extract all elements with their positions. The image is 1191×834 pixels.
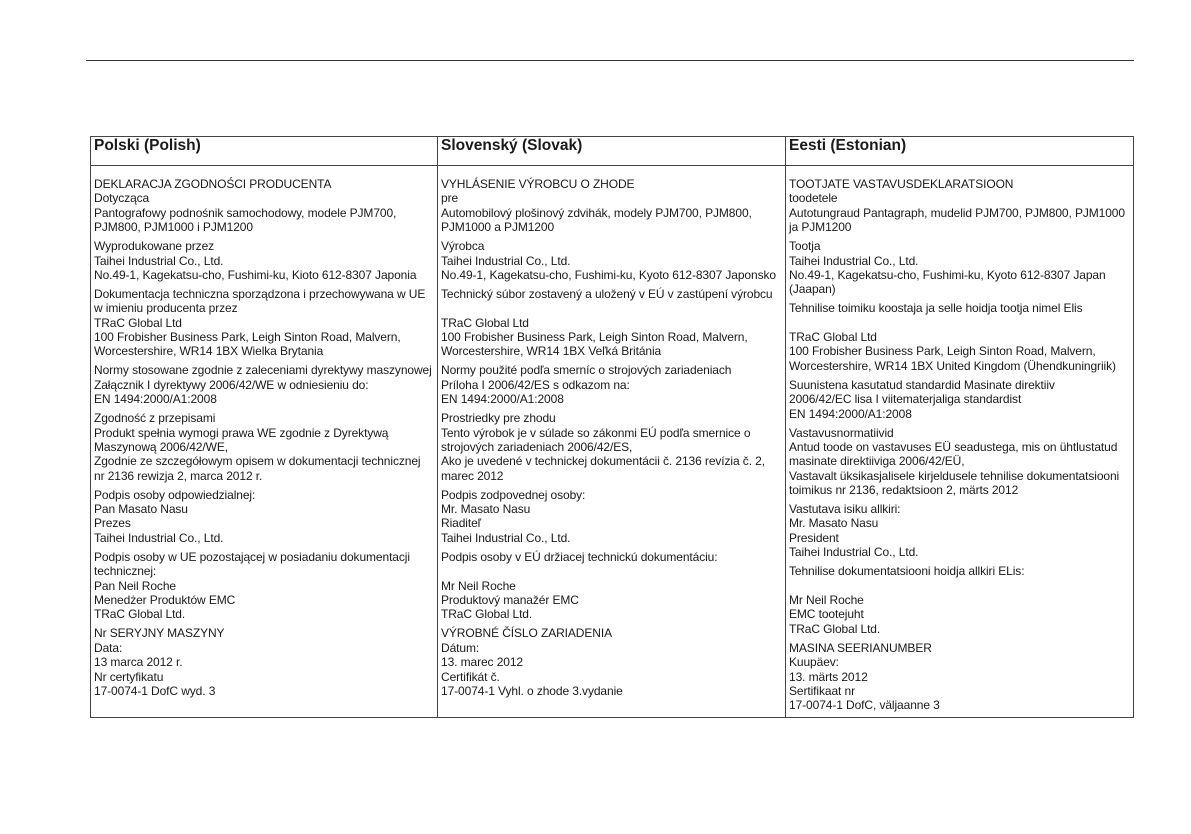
text-line: 100 Frobisher Business Park, Leigh Sinton Road, Malvern, <box>789 344 1096 359</box>
text-line: VYHLÁSENIE VÝROBCU O ZHODE <box>441 177 635 191</box>
text-line: VÝROBNÉ ČÍSLO ZARIADENIA <box>441 626 612 641</box>
text-line: 17-0074-1 DofC, väljaanne 3 <box>789 698 940 713</box>
text-line: Certifikát č. <box>441 669 500 684</box>
text-line: Sertifikaat nr <box>789 683 855 698</box>
text-line: Tootja <box>789 239 821 254</box>
text-line: toimikus nr 2136, redaktsioon 2, märts 2012 <box>789 483 1019 498</box>
text-line: toodetele <box>789 191 838 206</box>
text-line: Podpis zodpovednej osoby: <box>441 487 586 502</box>
text-line: No.49-1, Kagekatsu-cho, Fushimi-ku, Kyoto 612-8307 Japan <box>789 267 1106 282</box>
text-line: Vastavalt üksikasjalisele kirjeldusele tehnilise dokumentatsiooni <box>789 468 1120 483</box>
text-line: Riaditeľ <box>441 516 482 531</box>
text-line: Nr certyfikatu <box>94 669 164 684</box>
text-line: Príloha I 2006/42/ES s odkazom na: <box>441 377 630 392</box>
text-line: Maszynową 2006/42/WE, <box>94 439 228 454</box>
text-line: Autotungraud Pantagraph, mudelid PJM700, PJM800, PJM1000 <box>789 205 1125 220</box>
text-line: Zgodnie ze szczegółowym opisem w dokumentacji technicznej <box>94 454 421 469</box>
text-line: EN 1494:2000/A1:2008 <box>94 392 217 407</box>
text-line: Menedżer Produktów EMC <box>94 592 236 607</box>
text-line: Taihei Industrial Co., Ltd. <box>441 530 571 545</box>
text-line: strojových zariadeniach 2006/42/ES, <box>441 439 633 454</box>
text-line: Technický súbor zostavený a uložený v EÚ v zastúpení výrobcu <box>441 286 773 301</box>
column-header-estonian: Eesti (Estonian) <box>786 137 1134 166</box>
text-line <box>789 316 1130 330</box>
text-line: President <box>789 530 839 545</box>
body-row <box>91 166 1134 718</box>
text-line: Vastavusnormatiivid <box>789 425 894 440</box>
text-line: Podpis osoby v EÚ držiacej technickú dokumentáciu: <box>441 549 718 564</box>
text-line: 100 Frobisher Business Park, Leigh Sinton Road, Malvern, <box>94 330 401 345</box>
text-line: Mr Neil Roche <box>789 592 864 607</box>
text-line: 13. märts 2012 <box>789 669 868 684</box>
text-line: EN 1494:2000/A1:2008 <box>789 406 912 421</box>
section <box>94 488 434 546</box>
text-line: Załącznik I dyrektywy 2006/42/WE w odniesieniu do: <box>94 377 369 392</box>
text-line: Taihei Industrial Co., Ltd. <box>441 253 571 268</box>
text-line: Ako je uvedené v technickej dokumentácii č. 2136 revízia č. 2, <box>441 454 765 469</box>
text-line: Normy stosowane zgodnie z zaleceniami dyrektywy maszynowej <box>94 363 432 378</box>
text-line: No.49-1, Kagekatsu-cho, Fushimi-ku, Kyoto 612-8307 Japonsko <box>441 267 776 282</box>
text-line: Pan Masato Nasu <box>94 502 188 517</box>
text-line: 17-0074-1 Vyhl. o zhode 3.vydanie <box>441 683 623 698</box>
text-line: 17-0074-1 DofC wyd. 3 <box>94 683 216 698</box>
section <box>94 363 434 406</box>
text-line: Taihei Industrial Co., Ltd. <box>789 253 919 268</box>
text-line: masinate direktiiviga 2006/42/EÜ, <box>789 454 965 469</box>
text-line: TOOTJATE VASTAVUSDEKLARATSIOON <box>789 177 1014 191</box>
section <box>441 177 782 235</box>
text-line: TRaC Global Ltd <box>789 330 877 345</box>
section <box>789 502 1130 560</box>
text-line: Dokumentacja techniczna sporządzona i przechowywana w UE <box>94 286 426 301</box>
text-line: Taihei Industrial Co., Ltd. <box>94 253 224 268</box>
text-line: TRaC Global Ltd. <box>441 607 533 622</box>
section <box>789 301 1130 373</box>
text-line: 2006/42/EC lisa I viitematerjaliga standardist <box>789 392 1022 407</box>
section <box>94 239 434 282</box>
text-line: Automobilový plošinový zdvihák, modely PJM700, PJM800, <box>441 205 752 220</box>
text-line: Podpis osoby w UE pozostającej w posiadaniu dokumentacji <box>94 549 410 564</box>
text-line: Taihei Industrial Co., Ltd. <box>789 545 919 560</box>
text-line: Worcestershire, WR14 1BX Veľká Británia <box>441 344 662 359</box>
text-line: EN 1494:2000/A1:2008 <box>441 392 564 407</box>
text-line: Výrobca <box>441 239 485 254</box>
section <box>789 177 1130 235</box>
text-line: Pantografowy podnośnik samochodowy, modele PJM700, <box>94 205 397 220</box>
text-line: Dátum: <box>441 640 480 655</box>
text-line: Antud toode on vastavuses EÜ seadustega, mis on ühtlustatud <box>789 439 1118 454</box>
text-line: pre <box>441 191 459 206</box>
section <box>789 641 1130 713</box>
text-line: Vastutava isiku allkiri: <box>789 502 901 517</box>
declaration-table <box>90 136 1134 718</box>
text-line: Mr. Masato Nasu <box>441 502 531 517</box>
text-line: Wyprodukowane przez <box>94 239 215 254</box>
section <box>94 550 434 622</box>
column-body-polish <box>91 166 438 718</box>
column-body-slovak <box>438 166 786 718</box>
section <box>441 411 782 483</box>
text-line: 100 Frobisher Business Park, Leigh Sinton Road, Malvern, <box>441 330 748 345</box>
text-line: Worcestershire, WR14 1BX Wielka Brytania <box>94 344 324 359</box>
column-header-slovak: Slovenský (Slovak) <box>438 137 786 166</box>
text-line: Worcestershire, WR14 1BX United Kingdom (Ühendkuningriik) <box>789 358 1116 373</box>
section <box>441 550 782 622</box>
section <box>94 411 434 483</box>
section <box>789 426 1130 498</box>
text-line: DEKLARACJA ZGODNOŚCI PRODUCENTA <box>94 177 332 191</box>
text-line: Nr SERYJNY MASZYNY <box>94 626 225 641</box>
text-line: Prezes <box>94 516 131 531</box>
text-line: TRaC Global Ltd <box>441 315 529 330</box>
text-line: Tehnilise toimiku koostaja ja selle hoidja tootja nimel Elis <box>789 301 1083 316</box>
text-line: Podpis osoby odpowiedzialnej: <box>94 487 256 502</box>
text-line: Taihei Industrial Co., Ltd. <box>94 530 224 545</box>
text-line: Mr Neil Roche <box>441 578 516 593</box>
section <box>441 363 782 406</box>
section <box>94 287 434 359</box>
text-line: 13. marec 2012 <box>441 655 523 670</box>
text-line: 13 marca 2012 r. <box>94 655 183 670</box>
text-line: Tento výrobok je v súlade so zákonmi EÚ podľa smernice o <box>441 425 751 440</box>
text-line: PJM800, PJM1000 i PJM1200 <box>94 220 253 235</box>
text-line: Tehnilise dokumentatsiooni hoidja allkiri ELis: <box>789 564 1025 579</box>
text-line: w imieniu producenta przez <box>94 301 238 316</box>
section <box>789 564 1130 636</box>
text-line: TRaC Global Ltd <box>94 315 182 330</box>
top-rule <box>86 60 1134 61</box>
text-line <box>441 301 782 315</box>
section <box>789 378 1130 421</box>
text-line <box>441 564 782 578</box>
text-line: No.49-1, Kagekatsu-cho, Fushimi-ku, Kioto 612-8307 Japonia <box>94 267 417 282</box>
text-line: Produktový manažér EMC <box>441 592 579 607</box>
text-line: TRaC Global Ltd. <box>94 607 186 622</box>
column-body-estonian <box>786 166 1134 718</box>
text-line: EMC tootejuht <box>789 607 864 622</box>
section <box>94 177 434 235</box>
text-line: Dotycząca <box>94 191 150 206</box>
text-line: marec 2012 <box>441 468 504 483</box>
text-line: technicznej: <box>94 564 157 579</box>
text-line: TRaC Global Ltd. <box>789 621 881 636</box>
text-line: MASINA SEERIANUMBER <box>789 640 932 655</box>
text-line: PJM1000 a PJM1200 <box>441 220 555 235</box>
text-line: Pan Neil Roche <box>94 578 176 593</box>
text-line: Suunistena kasutatud standardid Masinate direktiiv <box>789 377 1055 392</box>
text-line <box>789 579 1130 593</box>
text-line: nr 2136 rewizja 2, marca 2012 r. <box>94 468 263 483</box>
text-line: Kuupäev: <box>789 655 839 670</box>
text-line: ja PJM1200 <box>789 220 852 235</box>
text-line: Prostriedky pre zhodu <box>441 411 556 426</box>
section <box>441 488 782 546</box>
section <box>441 239 782 282</box>
section <box>441 287 782 359</box>
text-line: Mr. Masato Nasu <box>789 516 879 531</box>
text-line: Produkt spełnia wymogi prawa WE zgodnie z Dyrektywą <box>94 425 389 440</box>
header-row <box>91 137 1134 166</box>
section <box>789 239 1130 297</box>
text-line: Normy použité podľa smerníc o strojových zariadeniach <box>441 363 732 378</box>
text-line: Zgodność z przepisami <box>94 411 216 426</box>
text-line: Data: <box>94 640 123 655</box>
text-line: (Jaapan) <box>789 282 836 297</box>
column-header-polish: Polski (Polish) <box>91 137 438 166</box>
section <box>441 626 782 698</box>
section <box>94 626 434 698</box>
